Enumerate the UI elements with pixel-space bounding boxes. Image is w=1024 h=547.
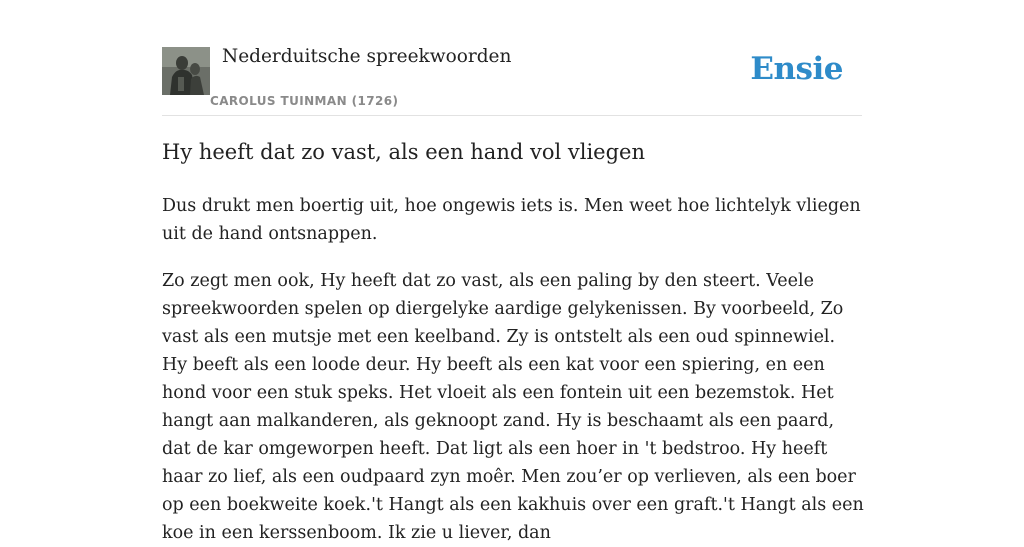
header (162, 0, 862, 116)
ensie-logo[interactable]: Ensie (750, 51, 843, 87)
entry-paragraph-1: Dus drukt men boertig uit, hoe ongewis iets is. Men weet hoe lichtelyk vliegen uit de hand ontsnappen. (162, 196, 861, 244)
content-column (162, 0, 864, 543)
entry-title: Hy heeft dat zo vast, als een hand vol vliegen (162, 140, 645, 164)
entry-paragraph-2: Zo zegt men ook, Hy heeft dat zo vast, als een paling by den steert. Veele spreekwoorden spelen op diergelyke aardige gelykenissen. By voorbeeld, Zo vast als een mutsje met een keelband. Zy is ontstelt als een oud spinnewiel. Hy beeft als een loode deur. Hy beeft als een kat voor een spiering, en een hond voor een stuk speks. Het vloeit als een fontein uit een bezemstok. Het hangt aan malkanderen, als geknoopt zand. Hy is beschaamt als een paard, dat de kar omgeworpen heeft. Dat ligt als een hoer in 't bedstroo. Hy heeft haar zo lief, als een oudpaard zyn moêr. Men zou’er op verlieven, als een boer op een boekweite koek.'t Hangt als een kakhuis over een graft.'t Hangt als een koe in een kerssenboom. Ik zie u liever, dan (162, 271, 864, 543)
statue-portrait-icon (162, 47, 210, 95)
author-name: CAROLUS TUINMAN (1726) (210, 94, 399, 108)
book-title[interactable]: Nederduitsche spreekwoorden (222, 46, 512, 67)
author-avatar[interactable] (162, 47, 210, 95)
